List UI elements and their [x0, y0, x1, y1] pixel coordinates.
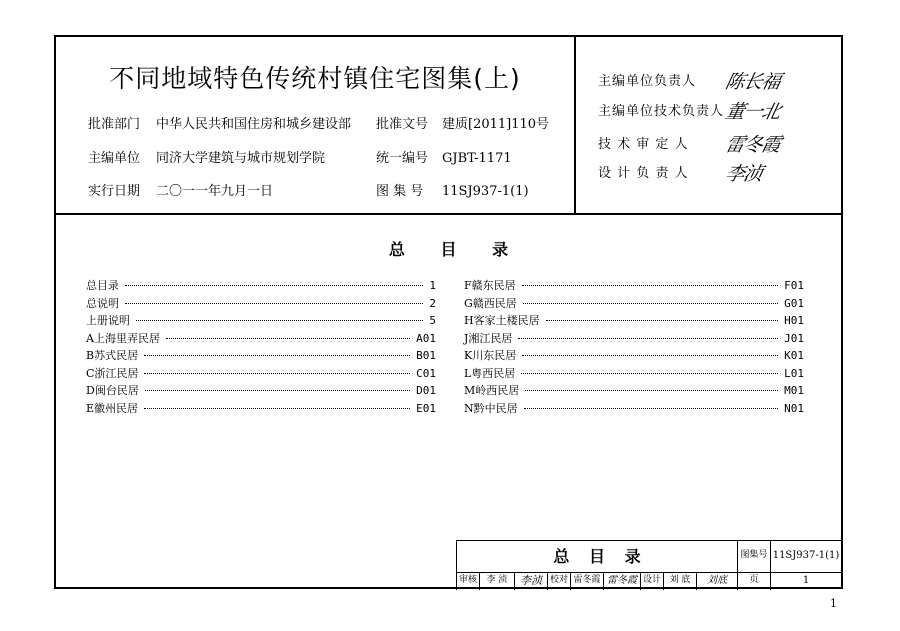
responsible-row [598, 130, 783, 157]
leader-dots [125, 285, 423, 286]
toc-entry-page: 5 [429, 314, 436, 327]
toc-entry-title: B苏式民居 [86, 349, 139, 362]
atlas-title: 不同地域特色传统村镇住宅图集(上) [109, 64, 521, 93]
responsible-role: 主编单位负责人 [598, 74, 697, 89]
page-number: 1 [830, 597, 837, 610]
title-block-title: 总 目 录 [457, 541, 738, 573]
toc-heading: 总 目 录 [388, 240, 509, 259]
toc-entry-title: 总目录 [86, 279, 119, 292]
leader-dots [166, 338, 410, 339]
serial-label: 统一编号 [376, 151, 429, 166]
designer-signature: 刘底 [707, 575, 727, 586]
toc-entry-page: G01 [784, 296, 804, 310]
atlas-number-label: 图集号 [740, 550, 768, 560]
toc-entry[interactable] [86, 347, 436, 365]
toc-entry[interactable] [86, 400, 436, 418]
leader-dots [521, 373, 778, 374]
toc-entry-page: C01 [416, 366, 436, 380]
header-info [56, 37, 574, 213]
handwritten-signature: 雷冬霞 [723, 134, 783, 156]
responsible-row [598, 67, 783, 94]
toc-entry-title: 总说明 [86, 296, 119, 310]
handwritten-signature: 陈长福 [723, 71, 783, 93]
responsible-persons [574, 37, 843, 213]
responsible-role: 主编单位技术负责人 [598, 104, 725, 119]
toc-entry-title: H客家土楼民居 [464, 314, 540, 327]
leader-dots [145, 390, 410, 391]
toc-entry-title: J湘江民居 [464, 331, 513, 345]
drawing-frame [54, 35, 843, 589]
leader-dots [522, 285, 778, 286]
toc-entry[interactable] [86, 330, 436, 348]
leader-dots [144, 373, 410, 374]
approval-doc-label: 批准文号 [376, 117, 429, 132]
atlas-no-label: 图 集 号 [376, 184, 424, 199]
reviewer-signature: 李浈 [520, 574, 542, 587]
leader-dots [518, 338, 778, 339]
approval-dept-value: 中华人民共和国住房和城乡建设部 [156, 117, 352, 132]
toc-entry-page: K01 [784, 349, 804, 362]
approval-doc-value: 建质[2011]110号 [442, 117, 550, 132]
responsible-row [598, 97, 783, 124]
toc-entry-page: A01 [416, 331, 436, 345]
toc-entry[interactable] [86, 277, 436, 295]
toc-entry[interactable] [464, 277, 804, 295]
editor-unit-label: 主编单位 [88, 151, 141, 166]
toc-entry-page: M01 [784, 384, 804, 397]
toc-entry-page: 2 [429, 296, 436, 310]
leader-dots [144, 355, 410, 356]
toc-entry-title: C浙江民居 [86, 366, 139, 380]
toc-entry[interactable] [464, 295, 804, 313]
toc-entry-title: D闽台民居 [86, 384, 139, 397]
title-block [456, 540, 842, 590]
leader-dots [524, 408, 779, 409]
page-value: 1 [802, 575, 810, 586]
toc-entry-title: F赣东民居 [464, 279, 516, 292]
handwritten-signature: 李浈 [723, 163, 765, 185]
toc-entry-page: N01 [784, 401, 804, 415]
toc-entry-page: L01 [784, 366, 804, 380]
leader-dots [523, 303, 778, 304]
toc-entry[interactable] [464, 330, 804, 348]
toc-entry-title: N黔中民居 [464, 401, 518, 415]
handwritten-signature: 董一北 [723, 101, 783, 123]
toc-entry-page: F01 [784, 279, 804, 292]
header-block [56, 37, 841, 215]
responsible-role: 设 计 负 责 人 [598, 166, 689, 181]
toc-entry[interactable] [86, 295, 436, 313]
toc-entry-page: H01 [784, 314, 804, 327]
effective-label: 实行日期 [88, 184, 141, 199]
editor-unit-value: 同济大学建筑与城市规划学院 [156, 151, 326, 166]
toc-entry[interactable] [464, 382, 804, 400]
responsible-row [598, 159, 765, 186]
toc-entry-title: K川东民居 [464, 349, 517, 362]
toc-entry-page: J01 [784, 331, 804, 345]
toc-column-right [464, 277, 804, 417]
editor-row [88, 147, 512, 166]
toc-entry-page: E01 [416, 401, 436, 415]
toc-entry-title: A上海里弄民居 [86, 331, 160, 345]
reviewer-name: 李 浈 [486, 575, 508, 585]
checker-signature: 雷冬霞 [607, 575, 637, 586]
toc-column-left [86, 277, 436, 417]
design-label: 设计 [642, 575, 661, 585]
toc-entry-title: E徽州民居 [86, 401, 139, 415]
toc-entry-title: M岭西民居 [464, 384, 520, 397]
toc-entry[interactable] [86, 365, 436, 383]
toc-entry[interactable] [86, 382, 436, 400]
leader-dots [125, 303, 423, 304]
leader-dots [546, 320, 779, 321]
designer-name: 刘 底 [669, 575, 691, 585]
leader-dots [522, 355, 778, 356]
responsible-role: 技 术 审 定 人 [598, 137, 689, 152]
approval-row [88, 113, 549, 132]
toc-entry-page: D01 [416, 384, 436, 397]
check-label: 校对 [549, 575, 568, 585]
toc-entry-page: 1 [429, 279, 436, 292]
toc-entry-title: 上册说明 [86, 314, 130, 327]
toc-entry[interactable] [464, 400, 804, 418]
toc-entry[interactable] [464, 312, 804, 330]
approval-dept-label: 批准部门 [88, 117, 141, 132]
effective-value: 二〇一一年九月一日 [156, 184, 274, 199]
leader-dots [136, 320, 423, 321]
atlas-no-value: 11SJ937-1(1) [442, 184, 529, 199]
toc-entry[interactable] [86, 312, 436, 330]
toc-entry[interactable] [464, 365, 804, 383]
leader-dots [525, 390, 778, 391]
leader-dots [144, 408, 410, 409]
effective-row [88, 180, 529, 199]
toc-entry-title: G赣西民居 [464, 296, 517, 310]
page-label: 页 [749, 575, 759, 585]
atlas-number-value: 11SJ937-1(1) [772, 550, 840, 561]
serial-value: GJBT-1171 [442, 151, 512, 166]
toc-entry-title: L粤西民居 [464, 366, 516, 380]
checker-name: 雷冬霞 [573, 575, 601, 585]
toc-entry[interactable] [464, 347, 804, 365]
review-label: 审核 [458, 575, 477, 585]
toc-entry-page: B01 [416, 349, 436, 362]
